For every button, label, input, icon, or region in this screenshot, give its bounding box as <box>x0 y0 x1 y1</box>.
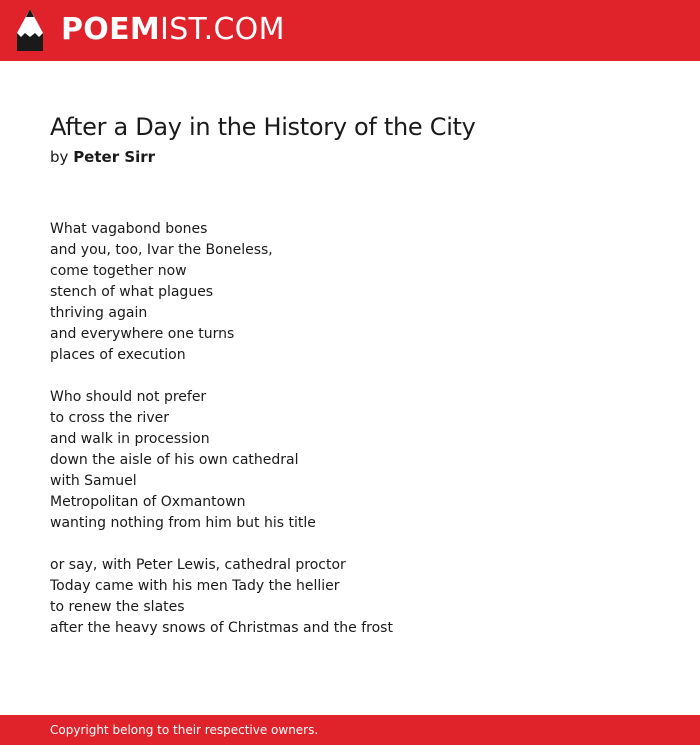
brand-wordmark-bold: POEM <box>61 12 161 47</box>
poem-line: after the heavy snows of Christmas and the frost <box>50 620 393 636</box>
poem-line: with Samuel <box>50 473 137 489</box>
poem-byline <box>50 148 155 166</box>
poem-line: to cross the river <box>50 410 169 426</box>
poem-line: and you, too, Ivar the Boneless, <box>50 242 273 258</box>
author-name: Peter Sirr <box>73 148 156 166</box>
poem-line: wanting nothing from him but his title <box>50 515 316 531</box>
poem-line: thriving again <box>50 305 148 321</box>
stanza <box>50 387 650 534</box>
pencil-tip-icon <box>17 9 43 51</box>
brand-wordmark <box>61 9 285 51</box>
poem-line: down the aisle of his own cathedral <box>50 452 299 468</box>
site-footer <box>0 715 700 745</box>
poem-line: come together now <box>50 263 187 279</box>
poem-line: What vagabond bones <box>50 221 208 237</box>
poem-line: or say, with Peter Lewis, cathedral proctor <box>50 557 346 573</box>
poem-body <box>50 219 650 660</box>
poem-line: and everywhere one turns <box>50 326 235 342</box>
brand-wordmark-light: IST.COM <box>160 12 285 47</box>
poem-line: Who should not prefer <box>50 389 207 405</box>
poem-line: Metropolitan of Oxmantown <box>50 494 246 510</box>
site-logo-link[interactable] <box>17 9 285 51</box>
stanza <box>50 219 650 366</box>
stanza <box>50 555 650 639</box>
poem-line: places of execution <box>50 347 186 363</box>
poem-line: and walk in procession <box>50 431 210 447</box>
site-header <box>0 0 700 61</box>
by-label: by <box>50 148 69 166</box>
poem-line: to renew the slates <box>50 599 185 615</box>
copyright-text: Copyright belong to their respective owners. <box>50 723 319 737</box>
poem-line: stench of what plagues <box>50 284 214 300</box>
poem-title: After a Day in the History of the City <box>50 113 476 141</box>
poem-line: Today came with his men Tady the hellier <box>50 578 340 594</box>
